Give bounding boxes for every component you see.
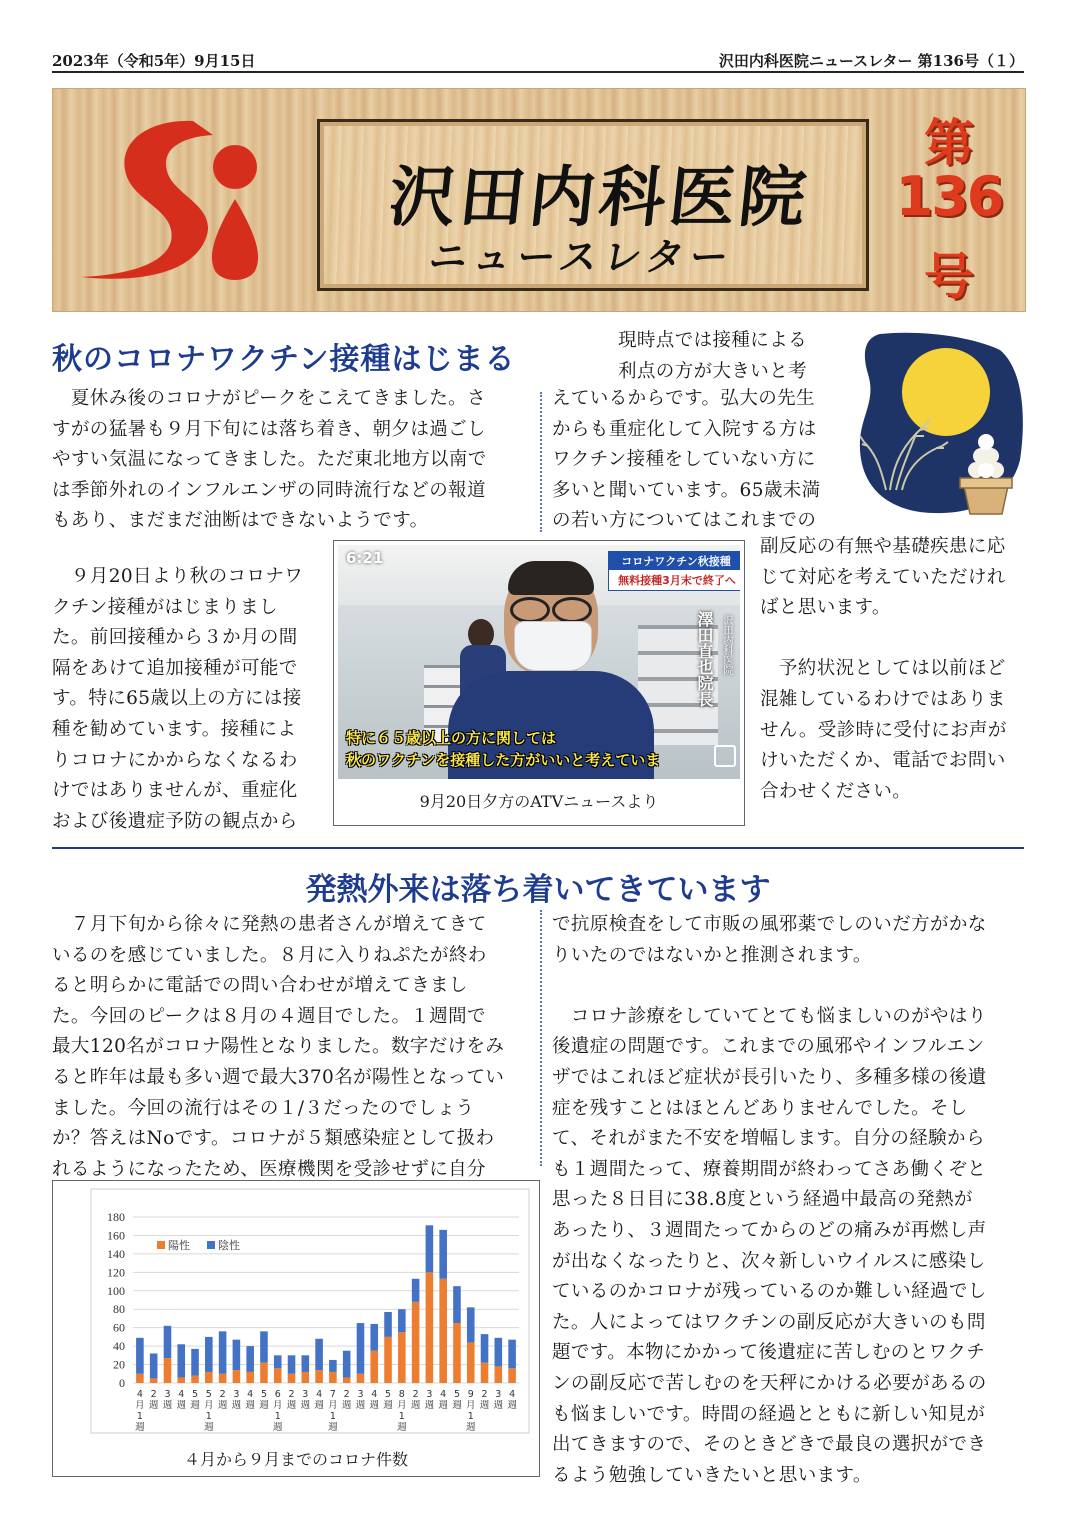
x-tick-label: 4 — [440, 1389, 447, 1400]
x-tick-label: 週 — [410, 1400, 421, 1411]
news-photo — [338, 545, 740, 779]
legend-label: 陰性 — [218, 1239, 240, 1252]
bar-positive — [164, 1358, 172, 1383]
bar-negative — [150, 1353, 158, 1378]
legend-swatch — [207, 1241, 215, 1249]
bar-negative — [136, 1338, 144, 1374]
bar-negative — [177, 1344, 185, 1377]
bar-positive — [508, 1368, 516, 1383]
article1-intro: 夏休み後のコロナがピークをこえてきました。さ すがの猛暑も９月下旬には落ち着き、朝夕は過ごし やすい気温になってきました。ただ東北地方以南で は季節外れのインフルエンザの同時流行などの報道 もあり、まだまだ油断はできないようです。 — [52, 388, 487, 532]
bar-negative — [260, 1331, 268, 1362]
bar-negative — [357, 1323, 365, 1374]
header-rule — [52, 71, 1024, 73]
photo-caption: 9月20日夕方のATVニュースより — [419, 792, 659, 811]
news-banner-top: コロナワクチン秋接種 — [608, 551, 740, 571]
y-tick-label: 180 — [107, 1210, 125, 1224]
x-tick-label: 4 — [247, 1389, 254, 1400]
x-tick-label: 週 — [328, 1422, 338, 1433]
x-tick-label: 週 — [135, 1422, 145, 1433]
scan-icon — [714, 745, 736, 767]
x-tick-label: 1 — [398, 1411, 405, 1422]
x-tick-label: 週 — [300, 1400, 311, 1411]
x-tick-label: 7 — [329, 1389, 336, 1400]
x-tick-label: 2 — [412, 1389, 419, 1400]
title-plaque — [317, 119, 869, 291]
x-tick-label: 月 — [272, 1400, 283, 1411]
bar-positive — [495, 1366, 503, 1383]
x-tick-label: 週 — [217, 1400, 228, 1411]
clinic-caption: 沢田内科医院 — [721, 615, 732, 675]
masthead-banner — [52, 88, 1026, 312]
bar-negative — [384, 1312, 392, 1337]
bar-positive — [384, 1337, 392, 1383]
x-tick-label: 6 — [274, 1389, 281, 1400]
bar-negative — [302, 1355, 310, 1372]
x-tick-label: 3 — [164, 1389, 171, 1400]
issue-suffix: 号 — [924, 248, 974, 306]
bar-positive — [481, 1363, 489, 1383]
x-tick-label: 週 — [355, 1400, 366, 1411]
x-tick-label: 3 — [495, 1389, 502, 1400]
bar-positive — [412, 1302, 420, 1383]
x-tick-label: 2 — [343, 1389, 350, 1400]
y-tick-label: 0 — [119, 1376, 125, 1390]
article2-title: 発熱外来は落ち着いてきています — [305, 872, 771, 908]
x-tick-label: 週 — [190, 1400, 200, 1411]
bar-negative — [233, 1340, 241, 1370]
section-divider — [52, 847, 1024, 849]
news-subtitle-line2: 秋のワクチンを接種した方がいいと考えていま — [346, 751, 661, 769]
clinic-name: 沢田内科医院 — [385, 158, 814, 236]
x-tick-label: 1 — [329, 1411, 336, 1422]
article2-left: ７月下旬から徐々に発熱の患者さんが増えてきて いるのを感じていました。８月に入りねぷたが終わ ると明らかに電話での問い合わせが増えてきまし た。今回のピークは８月の４週目でした。１週間で 最大120名がコロナ陽性となりました。数字だけをみ ると昨年は最も多い週で最大370名が陽性となってい ました。今回の流行はその１/３だったのでしょう か？答えはNoです。コロナが５類感染症として扱わ れるようになったため、医療機関を受診せずに自分 — [52, 914, 505, 1180]
article1-middle-top: 現時点では接種による 利点の方が大きいと考 — [618, 330, 808, 382]
article1-right: 副反応の有無や基礎疾患に応 じて対応を考えていただけれ ばと思います。 予約状況としては以前ほど 混雑しているわけではありま せん。受診時に受付にお声が けいただくか、電話でお問い 合わせください。 — [760, 536, 1007, 802]
broadcast-time: 6:21 — [346, 549, 384, 567]
bar-positive — [246, 1372, 254, 1383]
x-tick-label: 週 — [231, 1400, 242, 1411]
x-tick-label: 週 — [176, 1400, 187, 1411]
bar-positive — [219, 1374, 227, 1383]
bar-negative — [288, 1355, 296, 1373]
x-tick-label: 2 — [150, 1389, 157, 1400]
legend-label: 陽性 — [168, 1239, 190, 1252]
chart-caption: ４月から９月までのコロナ件数 — [183, 1450, 408, 1469]
newsletter-reference: 沢田内科医院ニュースレター 第136号（１） — [718, 52, 1024, 70]
x-tick-label: 週 — [245, 1400, 255, 1411]
bar-negative — [495, 1338, 503, 1367]
x-tick-label: 週 — [259, 1400, 269, 1411]
x-tick-label: 週 — [272, 1422, 283, 1433]
x-tick-label: 月 — [135, 1400, 145, 1411]
x-tick-label: 週 — [341, 1400, 352, 1411]
bar-positive — [302, 1372, 310, 1383]
news-photo-frame — [333, 540, 745, 826]
bar-negative — [453, 1286, 461, 1323]
x-tick-label: 週 — [493, 1400, 504, 1411]
x-tick-label: 2 — [288, 1389, 295, 1400]
bar-negative — [274, 1355, 282, 1368]
article1-vaccine-paragraph: ９月20日より秋のコロナワ クチン接種がはじまりまし た。前回接種から３か月の間 隔をあけて追加接種が可能で す。特に65歳以上の方には接 種を勧めています。接種によ りコロナにかからなくなるわ けではありませんが、重症化 および後遺症予防の観点から — [52, 566, 304, 832]
y-tick-label: 140 — [107, 1246, 125, 1261]
bar-positive — [329, 1372, 337, 1383]
x-tick-label: 1 — [467, 1411, 474, 1422]
bar-negative — [329, 1360, 337, 1372]
bar-negative — [246, 1346, 254, 1372]
face-mask — [514, 621, 592, 671]
x-tick-label: 2 — [481, 1389, 488, 1400]
x-tick-label: 1 — [205, 1411, 212, 1422]
x-tick-label: 3 — [302, 1389, 309, 1400]
covid-chart-frame — [52, 1180, 540, 1477]
bar-positive — [370, 1351, 378, 1383]
bar-positive — [357, 1374, 365, 1383]
x-tick-label: 月 — [328, 1400, 338, 1411]
bar-negative — [315, 1339, 323, 1370]
moon-viewing-illustration — [850, 330, 1026, 518]
x-tick-label: 週 — [148, 1400, 159, 1411]
x-tick-label: 1 — [136, 1411, 143, 1422]
x-tick-label: 週 — [452, 1400, 462, 1411]
bar-positive — [191, 1376, 199, 1383]
x-tick-label: 週 — [507, 1400, 517, 1411]
article1-middle: えているからです。弘大の先生 からも重症化して入院する方は ワクチン接種をしていない方に 多いと聞いています。65歳未満 の若い方についてはこれまでの — [552, 388, 821, 532]
x-tick-label: 月 — [397, 1400, 407, 1411]
bar-negative — [191, 1349, 199, 1376]
x-tick-label: 8 — [398, 1389, 405, 1400]
bar-positive — [453, 1323, 461, 1383]
bar-negative — [205, 1337, 213, 1372]
bar-negative — [398, 1309, 406, 1332]
clinic-logo-icon — [75, 115, 275, 285]
legend-swatch — [157, 1241, 165, 1249]
column-divider-2 — [540, 910, 542, 1166]
bar-positive — [150, 1378, 158, 1383]
doctor-name-caption: 澤田直也院長 — [695, 611, 714, 707]
bar-positive — [177, 1377, 185, 1383]
bar-negative — [412, 1279, 420, 1302]
x-tick-label: 月 — [465, 1400, 476, 1411]
bar-negative — [467, 1307, 475, 1342]
issue-prefix: 第 — [924, 114, 974, 172]
bar-positive — [205, 1372, 213, 1383]
y-tick-label: 80 — [113, 1302, 125, 1317]
x-tick-label: 3 — [233, 1389, 240, 1400]
x-tick-label: 5 — [205, 1389, 212, 1400]
x-tick-label: 5 — [453, 1389, 460, 1400]
x-tick-label: 1 — [274, 1411, 281, 1422]
x-tick-label: 月 — [204, 1400, 214, 1411]
bar-negative — [426, 1225, 434, 1272]
bar-positive — [343, 1377, 351, 1383]
bar-positive — [439, 1279, 447, 1383]
x-tick-label: 4 — [178, 1389, 185, 1400]
x-tick-label: 週 — [383, 1400, 393, 1411]
x-tick-label: 週 — [286, 1400, 297, 1411]
x-tick-label: 3 — [426, 1389, 433, 1400]
x-tick-label: 5 — [385, 1389, 392, 1400]
x-tick-label: 週 — [397, 1422, 407, 1433]
x-tick-label: 週 — [369, 1400, 380, 1411]
bar-positive — [467, 1342, 475, 1383]
x-tick-label: 週 — [162, 1400, 173, 1411]
y-tick-label: 120 — [107, 1265, 125, 1280]
x-tick-label: 4 — [371, 1389, 378, 1400]
bar-negative — [370, 1324, 378, 1351]
x-tick-label: 週 — [314, 1400, 324, 1411]
news-subtitle-line1: 特に６５歳以上の方に関しては — [346, 729, 557, 747]
newsletter-label: ニュースレター — [425, 235, 738, 279]
y-tick-label: 60 — [113, 1320, 125, 1335]
bar-negative — [219, 1331, 227, 1373]
bar-negative — [481, 1334, 489, 1363]
y-tick-label: 20 — [113, 1357, 125, 1372]
bar-positive — [260, 1363, 268, 1383]
bar-positive — [315, 1370, 323, 1383]
column-divider — [540, 392, 542, 532]
bar-negative — [508, 1340, 516, 1369]
x-tick-label: 5 — [192, 1389, 199, 1400]
bar-positive — [233, 1370, 241, 1383]
news-banner-bottom: 無料接種3月末で終了へ — [608, 569, 740, 591]
x-tick-label: 2 — [219, 1389, 226, 1400]
x-tick-label: 4 — [136, 1389, 143, 1400]
x-tick-label: 4 — [316, 1389, 323, 1400]
x-tick-label: 週 — [424, 1400, 435, 1411]
bar-positive — [398, 1332, 406, 1383]
covid-cases-chart — [53, 1181, 539, 1443]
article1-title: 秋のコロナワクチン接種はじまる — [52, 342, 516, 377]
x-tick-label: 週 — [204, 1422, 214, 1433]
bar-positive — [136, 1374, 144, 1383]
bar-positive — [288, 1374, 296, 1383]
x-tick-label: 4 — [509, 1389, 516, 1400]
bar-negative — [164, 1326, 172, 1358]
x-tick-label: 3 — [357, 1389, 364, 1400]
bar-negative — [343, 1351, 351, 1378]
x-tick-label: 週 — [465, 1422, 476, 1433]
x-tick-label: 週 — [479, 1400, 490, 1411]
x-tick-label: 週 — [438, 1400, 448, 1411]
x-tick-label: 5 — [260, 1389, 267, 1400]
bar-positive — [274, 1368, 282, 1383]
issue-number: 136 — [895, 165, 1003, 228]
y-tick-label: 40 — [113, 1339, 125, 1354]
issue-date: 2023年（令和5年）9月15日 — [52, 52, 256, 70]
x-tick-label: 9 — [467, 1389, 474, 1400]
y-tick-label: 160 — [107, 1228, 125, 1243]
y-tick-label: 100 — [107, 1283, 125, 1298]
article2-right: で抗原検査をして市販の風邪薬でしのいだ方がかな りいたのではないかと推測されます。 コロナ診療をしていてとても悩ましいのがやはり 後遺症の問題です。これまでの風邪やインフルエン ザではこれほど症状が長引いたり、多種多様の後遺 症を残すことはほとんどありませんでした。そし て、それがまた不安を増幅します。自分の経験から も１週間たって、療養期間が終わってさあ働くぞと 思った８日目に38.8度という経過中最高の発熱が あったり、３週間たってからのどの痛みが再燃し声 が出なくなったりと、次々新しいウイルスに感染し ているのかコロナが残っているのか難しい経過でし た。人によってはワクチンの副反応が大きいのも問 題です。本物にかかって後遺症に苦しむのとワクチ ンの副反応で苦しむのを天秤にかける必要があるの も悩ましいです。時間の経過とともに新しい知見が 出てきますので、そのときどきで最良の選択ができ るよう勉強していきたいと思います。 — [552, 914, 987, 1486]
bar-positive — [426, 1272, 434, 1383]
bar-negative — [439, 1230, 447, 1279]
moon-icon — [902, 348, 990, 436]
